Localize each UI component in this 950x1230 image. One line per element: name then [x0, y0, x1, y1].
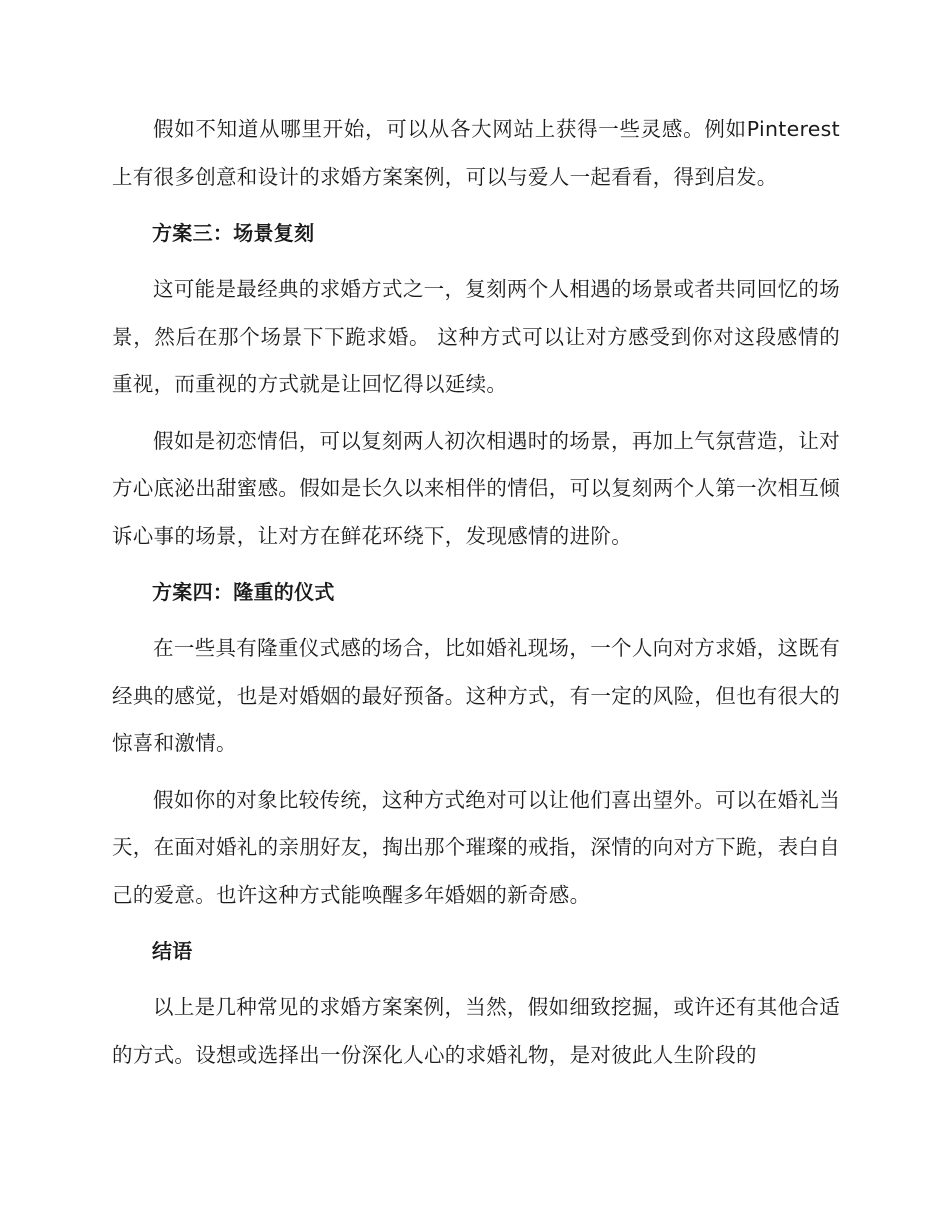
- paragraph-conclusion: 以上是几种常见的求婚方案案例，当然，假如细致挖掘，或许还有其他合适的方式。设想或选择出一份深化人心的求婚礼物，是对彼此人生阶段的: [112, 995, 840, 1067]
- document-page: [112, 106, 840, 1079]
- paragraph-inspiration: 假如不知道从哪里开始，可以从各大网站上获得一些灵感。例如Pinterest 上有很多创意和设计的求婚方案案例，可以与爱人一起看看，得到启发。: [112, 117, 840, 189]
- paragraph-plan-four-intro: 在一些具有隆重仪式感的场合，比如婚礼现场，一个人向对方求婚，这既有经典的感觉，也是对婚姻的最好预备。这种方式，有一定的风险，但也有很大的惊喜和激情。: [112, 636, 840, 755]
- paragraph-plan-three-intro: 这可能是最经典的求婚方式之一，复刻两个人相遇的场景或者共同回忆的场景，然后在那个场景下下跪求婚。 这种方式可以让对方感受到你对这段感情的重视，而重视的方式就是让回忆得以延续。: [112, 277, 840, 396]
- heading-conclusion: 结语: [152, 939, 193, 963]
- heading-plan-three: 方案三：场景复刻: [152, 221, 315, 245]
- paragraph-plan-three-detail: 假如是初恋情侣，可以复刻两人初次相遇时的场景，再加上气氛营造，让对方心底泌出甜蜜感。假如是长久以来相伴的情侣，可以复刻两个人第一次相互倾诉心事的场景，让对方在鲜花环绕下，发现感情的进阶。: [112, 428, 840, 548]
- heading-plan-four: 方案四：隆重的仪式: [152, 580, 335, 604]
- paragraph-plan-four-detail: 假如你的对象比较传统，这种方式绝对可以让他们喜出望外。可以在婚礼当天，在面对婚礼的亲朋好友，掏出那个璀璨的戒指，深情的向对方下跪，表白自己的爱意。也许这种方式能唤醒多年婚姻的新奇感。: [112, 787, 840, 907]
